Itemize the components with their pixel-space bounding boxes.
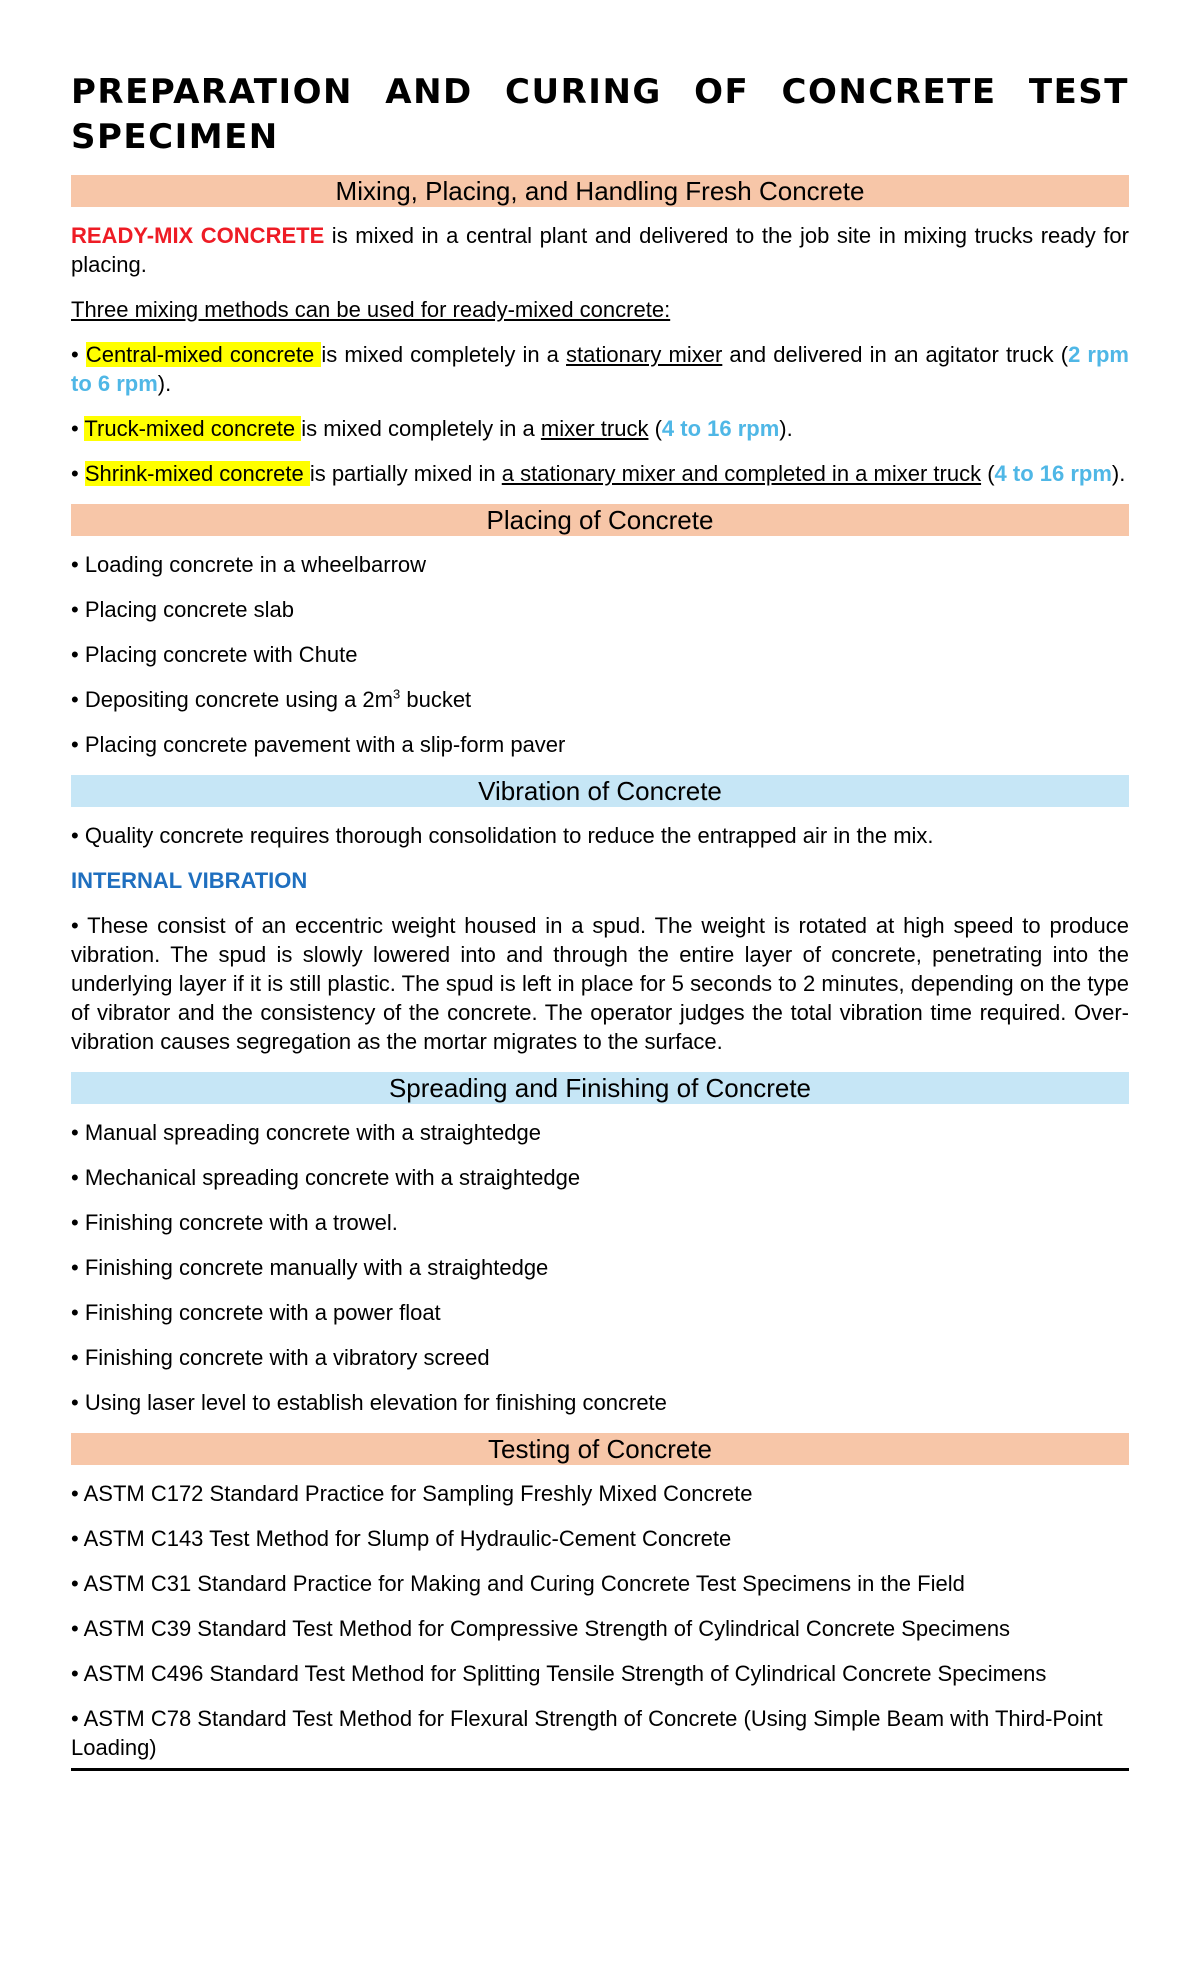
superscript: 3 [393, 686, 401, 702]
text: ). [1111, 461, 1126, 486]
text: ). [157, 371, 172, 396]
internal-vibration-title: INTERNAL VIBRATION [71, 868, 308, 893]
text: is partially mixed in [309, 461, 502, 486]
stationary-mixer: stationary mixer [566, 342, 723, 367]
text: • Depositing concrete using a 2m [71, 687, 393, 712]
bullet: • [71, 416, 85, 441]
central-mixed-item [71, 340, 1129, 398]
list-item-bucket [71, 685, 1129, 714]
ready-mix-term: READY-MIX CONCRETE [71, 223, 325, 248]
ready-mix-text: is mixed in a central plant and delivered to the job site in mixing trucks ready for placing. [71, 223, 1129, 277]
section-header-spreading: Spreading and Finishing of Concrete [71, 1072, 1129, 1104]
text: ( [981, 461, 995, 486]
text: and delivered in an agitator truck ( [722, 342, 1069, 367]
section-header-placing: Placing of Concrete [71, 504, 1129, 536]
text: is mixed completely in a [301, 416, 541, 441]
list-item: • ASTM C143 Test Method for Slump of Hydraulic-Cement Concrete [71, 1526, 732, 1551]
text: ( [648, 416, 662, 441]
central-mixed-term: Central-mixed concrete [85, 342, 322, 367]
truck-mixed-item [71, 414, 1129, 443]
text: ). [779, 416, 793, 441]
bullet: • [71, 461, 85, 486]
document-content [71, 70, 1129, 1771]
list-item: • Using laser level to establish elevation for finishing concrete [71, 1390, 667, 1415]
list-item: • ASTM C496 Standard Test Method for Splitting Tensile Strength of Cylindrical Concrete Specimens [71, 1661, 1047, 1686]
methods-intro: Three mixing methods can be used for ready-mixed concrete: [71, 297, 671, 322]
text: bucket [400, 687, 472, 712]
bottom-rule [71, 1768, 1129, 1771]
list-item: • Finishing concrete with a trowel. [71, 1210, 398, 1235]
list-item: • Manual spreading concrete with a straightedge [71, 1120, 541, 1145]
section-header-mixing: Mixing, Placing, and Handling Fresh Concrete [71, 175, 1129, 207]
list-item: • ASTM C31 Standard Practice for Making and Curing Concrete Test Specimens in the Field [71, 1571, 965, 1596]
list-item: • ASTM C39 Standard Test Method for Compressive Strength of Cylindrical Concrete Specimens [71, 1616, 1011, 1641]
page-title: PREPARATION AND CURING OF CONCRETE TEST SPECIMEN [71, 72, 1129, 157]
list-item: • Placing concrete slab [71, 597, 294, 622]
ready-mix-paragraph [71, 221, 1129, 279]
truck-mixed-term: Truck-mixed concrete [84, 416, 302, 441]
list-item: • Finishing concrete manually with a straightedge [71, 1255, 549, 1280]
central-rpm: 2 rpm to 6 rpm [71, 342, 1129, 396]
internal-vibration-paragraph: • These consist of an eccentric weight housed in a spud. The weight is rotated at high speed to produce vibration. The spud is slowly lowered into and through the entire layer of concrete, penetrating into the underlying layer if it is still plastic. The spud is left in place for 5 seconds to 2 minutes, depending on the type of vibrator and the consistency of the concrete. The operator judges the total vibration time required. Over-vibration causes segregation as the mortar migrates to the surface. [71, 913, 1129, 1054]
list-item: • Placing concrete with Chute [71, 642, 358, 667]
section-header-vibration: Vibration of Concrete [71, 775, 1129, 807]
list-item: • Mechanical spreading concrete with a straightedge [71, 1165, 581, 1190]
list-item: • Placing concrete pavement with a slip-form paver [71, 732, 566, 757]
stationary-mixer-and-truck: a stationary mixer and completed in a mixer truck [501, 461, 982, 486]
mixer-truck: mixer truck [540, 416, 649, 441]
list-item: • ASTM C172 Standard Practice for Sampling Freshly Mixed Concrete [71, 1481, 753, 1506]
text: is mixed completely in a [321, 342, 567, 367]
section-header-testing: Testing of Concrete [71, 1433, 1129, 1465]
list-item: • Finishing concrete with a power float [71, 1300, 441, 1325]
shrink-mixed-item [71, 459, 1129, 488]
list-item: • Finishing concrete with a vibratory screed [71, 1345, 490, 1370]
truck-rpm: 4 to 16 rpm [661, 416, 780, 441]
shrink-rpm: 4 to 16 rpm [994, 461, 1112, 486]
list-item: • Loading concrete in a wheelbarrow [71, 552, 427, 577]
shrink-mixed-term: Shrink-mixed concrete [84, 461, 310, 486]
quality-paragraph: • Quality concrete requires thorough consolidation to reduce the entrapped air in the mix. [71, 823, 934, 848]
bullet: • [71, 342, 86, 367]
list-item: • ASTM C78 Standard Test Method for Flexural Strength of Concrete (Using Simple Beam with Third-Point Loading) [71, 1706, 1103, 1760]
